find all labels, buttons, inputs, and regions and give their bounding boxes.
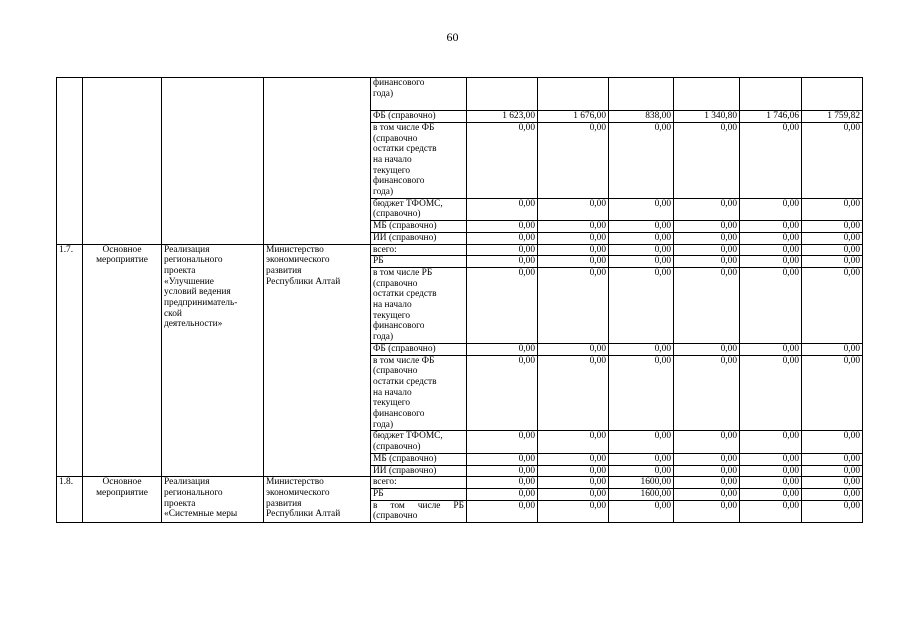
amount-cell: 0,00 (740, 343, 802, 355)
amount-cell: 0,00 (467, 431, 538, 453)
amount-cell: 0,00 (674, 198, 740, 220)
amount-cell: 0,00 (467, 343, 538, 355)
funding-source-cell: в том числе ФБ (справочно остатки средств на начало текущего финансового года) (371, 122, 467, 198)
amount-cell: 0,00 (538, 267, 609, 343)
amount-cell: 0,00 (467, 489, 538, 501)
amount-cell: 0,00 (609, 431, 674, 453)
amount-cell: 0,00 (538, 453, 609, 465)
amount-cell: 0,00 (802, 465, 863, 477)
amount-cell: 0,00 (674, 122, 740, 198)
amount-cell: 0,00 (802, 477, 863, 489)
amount-cell: 0,00 (467, 465, 538, 477)
item-name-cell: Реализация регионального проекта «Системные меры (162, 477, 264, 523)
amount-cell: 0,00 (740, 221, 802, 233)
item-name-cell (162, 78, 264, 245)
funding-source-cell: бюджет ТФОМС, (справочно) (371, 431, 467, 453)
item-type-cell: Основное мероприятие (83, 244, 162, 477)
amount-cell: 0,00 (538, 122, 609, 198)
page-number: 60 (446, 30, 459, 44)
amount-cell (467, 78, 538, 111)
amount-cell (674, 78, 740, 111)
amount-cell: 0,00 (674, 256, 740, 268)
amount-cell: 0,00 (802, 198, 863, 220)
amount-cell (740, 78, 802, 111)
amount-cell: 0,00 (609, 122, 674, 198)
amount-cell: 0,00 (467, 267, 538, 343)
amount-cell: 0,00 (740, 256, 802, 268)
item-number-cell: 1.8. (57, 477, 83, 523)
funding-source-cell: ФБ (справочно) (371, 111, 467, 123)
amount-cell: 0,00 (538, 198, 609, 220)
amount-cell: 0,00 (674, 221, 740, 233)
amount-cell: 0,00 (740, 198, 802, 220)
executor-cell (264, 78, 371, 245)
amount-cell: 0,00 (740, 244, 802, 256)
funding-source-cell: финансового года) (371, 78, 467, 111)
amount-cell: 0,00 (802, 489, 863, 501)
funding-source-cell: всего: (371, 477, 467, 489)
table-body (57, 78, 863, 523)
amount-cell: 1 746,06 (740, 111, 802, 123)
amount-cell: 0,00 (467, 256, 538, 268)
amount-cell: 0,00 (609, 232, 674, 244)
amount-cell: 0,00 (467, 244, 538, 256)
amount-cell: 0,00 (802, 256, 863, 268)
amount-cell: 0,00 (740, 431, 802, 453)
funding-source-cell: МБ (справочно) (371, 221, 467, 233)
amount-cell: 0,00 (467, 198, 538, 220)
amount-cell: 838,00 (609, 111, 674, 123)
amount-cell: 0,00 (467, 232, 538, 244)
amount-cell: 0,00 (609, 453, 674, 465)
table-row (57, 244, 863, 256)
amount-cell (802, 78, 863, 111)
amount-cell: 0,00 (674, 343, 740, 355)
amount-cell: 0,00 (674, 500, 740, 522)
amount-cell: 0,00 (609, 465, 674, 477)
executor-cell: Министерство экономического развития Республики Алтай (264, 477, 371, 523)
amount-cell: 0,00 (802, 122, 863, 198)
amount-cell: 0,00 (609, 267, 674, 343)
amount-cell: 0,00 (467, 355, 538, 431)
executor-cell: Министерство экономического развития Республики Алтай (264, 244, 371, 477)
amount-cell (538, 78, 609, 111)
amount-cell: 0,00 (538, 343, 609, 355)
amount-cell: 0,00 (740, 267, 802, 343)
amount-cell: 0,00 (538, 431, 609, 453)
amount-cell: 0,00 (802, 500, 863, 522)
amount-cell: 0,00 (538, 477, 609, 489)
amount-cell: 0,00 (538, 221, 609, 233)
amount-cell: 0,00 (467, 122, 538, 198)
amount-cell: 0,00 (467, 477, 538, 489)
funding-source-cell: в том числе РБ (справочно остатки средств на начало текущего финансового года) (371, 267, 467, 343)
amount-cell: 0,00 (467, 221, 538, 233)
item-type-cell: Основное мероприятие (83, 477, 162, 523)
amount-cell: 1 759,82 (802, 111, 863, 123)
funding-source-cell: ИИ (справочно) (371, 232, 467, 244)
amount-cell: 0,00 (802, 244, 863, 256)
funding-source-cell: МБ (справочно) (371, 453, 467, 465)
amount-cell: 0,00 (740, 453, 802, 465)
item-number-cell (57, 78, 83, 245)
funding-source-cell: РБ (371, 489, 467, 501)
amount-cell: 0,00 (802, 431, 863, 453)
amount-cell: 0,00 (802, 453, 863, 465)
table-row (57, 78, 863, 111)
amount-cell: 0,00 (674, 465, 740, 477)
item-number-cell: 1.7. (57, 244, 83, 477)
amount-cell: 0,00 (538, 489, 609, 501)
amount-cell: 1600,00 (609, 489, 674, 501)
amount-cell: 0,00 (538, 500, 609, 522)
amount-cell: 1 676,00 (538, 111, 609, 123)
amount-cell: 0,00 (802, 267, 863, 343)
funding-source-cell: ИИ (справочно) (371, 465, 467, 477)
amount-cell: 0,00 (740, 489, 802, 501)
amount-cell: 1 340,80 (674, 111, 740, 123)
amount-cell: 0,00 (609, 244, 674, 256)
funding-source-cell: в том числе РБ (справочно (371, 500, 467, 522)
funding-source-cell: РБ (371, 256, 467, 268)
amount-cell: 0,00 (538, 256, 609, 268)
amount-cell: 0,00 (609, 256, 674, 268)
amount-cell: 0,00 (674, 355, 740, 431)
amount-cell: 1 623,00 (467, 111, 538, 123)
amount-cell: 0,00 (609, 221, 674, 233)
amount-cell: 0,00 (538, 355, 609, 431)
amount-cell: 0,00 (538, 465, 609, 477)
amount-cell: 0,00 (740, 232, 802, 244)
amount-cell: 0,00 (802, 355, 863, 431)
amount-cell (609, 78, 674, 111)
amount-cell: 0,00 (740, 477, 802, 489)
amount-cell: 0,00 (674, 453, 740, 465)
funding-source-cell: в том числе ФБ (справочно остатки средств на начало текущего финансового года) (371, 355, 467, 431)
amount-cell: 0,00 (674, 267, 740, 343)
amount-cell: 0,00 (802, 221, 863, 233)
amount-cell: 0,00 (674, 477, 740, 489)
amount-cell: 0,00 (802, 343, 863, 355)
amount-cell: 0,00 (609, 500, 674, 522)
item-type-cell (83, 78, 162, 245)
amount-cell: 0,00 (609, 343, 674, 355)
funding-source-cell: бюджет ТФОМС, (справочно) (371, 198, 467, 220)
amount-cell: 0,00 (740, 500, 802, 522)
amount-cell: 0,00 (674, 232, 740, 244)
funding-source-cell: всего: (371, 244, 467, 256)
amount-cell: 0,00 (538, 232, 609, 244)
amount-cell: 0,00 (674, 244, 740, 256)
amount-cell: 0,00 (674, 489, 740, 501)
amount-cell: 0,00 (740, 465, 802, 477)
amount-cell: 0,00 (609, 355, 674, 431)
amount-cell: 0,00 (674, 431, 740, 453)
table-row (57, 477, 863, 489)
amount-cell: 0,00 (740, 355, 802, 431)
amount-cell: 0,00 (538, 244, 609, 256)
amount-cell: 0,00 (467, 500, 538, 522)
amount-cell: 0,00 (802, 232, 863, 244)
item-name-cell: Реализация регионального проекта «Улучшение условий ведения предприниматель- ской деятельности» (162, 244, 264, 477)
amount-cell: 1600,00 (609, 477, 674, 489)
amount-cell: 0,00 (609, 198, 674, 220)
amount-cell: 0,00 (467, 453, 538, 465)
amount-cell: 0,00 (740, 122, 802, 198)
funding-source-cell: ФБ (справочно) (371, 343, 467, 355)
funding-table (56, 77, 863, 523)
